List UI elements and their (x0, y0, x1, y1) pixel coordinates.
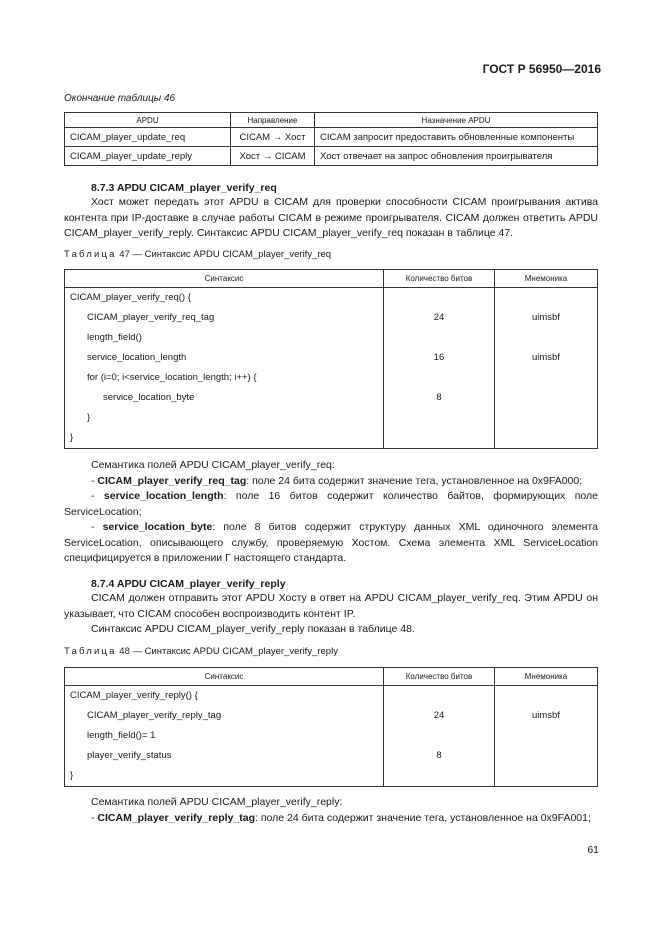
bits-cell: 24 (433, 312, 445, 323)
table-label: Таблица (64, 249, 117, 260)
syntax-line: } (70, 770, 74, 781)
syntax-column (65, 686, 384, 787)
table-header: Количество битов (384, 668, 495, 686)
semantics-item (64, 520, 598, 567)
semantics-47 (64, 458, 598, 567)
bits-column (384, 686, 495, 787)
field-description: : поле 16 битов содержит количество байтов, формирующих поле ServiceLocation; (64, 490, 598, 518)
mnemonic-cell (495, 428, 597, 448)
item-dash: - (91, 521, 103, 533)
mnemonic-cell (495, 746, 597, 766)
bits-cell: 24 (433, 710, 445, 721)
table-header: APDU (65, 113, 231, 128)
field-name: service_location_byte (102, 521, 213, 533)
bits-cell (384, 686, 494, 706)
section-body (64, 591, 598, 638)
semantics-48 (64, 795, 598, 826)
bits-cell (384, 368, 494, 388)
bits-cell (384, 408, 494, 428)
syntax-line: } (87, 412, 91, 423)
bits-cell (384, 726, 494, 746)
mnemonic-cell (495, 328, 597, 348)
table-caption-text: 47 — Синтаксис APDU CICAM_player_verify_req (119, 249, 332, 260)
table-47-caption (64, 249, 331, 260)
paragraph: Хост может передать этот APDU в CICAM для проверки способности CICAM проигрывания актива контента при IP-доставке в случае работы CICAM в режиме проигрывателя. CICAM должен ответить APDU CICAM_player_verify_reply. Синтаксис APDU CICAM_player_verify_req показан в таблице 47. (64, 196, 598, 239)
table-cell: CICAM запросит предоставить обновленные компоненты (315, 128, 598, 147)
table-header: Синтаксис (65, 668, 384, 686)
table-cell: Хост → CICAM (231, 147, 315, 166)
field-description: : поле 24 бита содержит значение тега, установленное на 0x9FA001; (255, 811, 591, 824)
semantics-item (64, 811, 598, 827)
table-48-caption (64, 646, 338, 657)
table-cell: CICAM → Хост (231, 128, 315, 147)
mnemonic-cell (495, 288, 597, 308)
table-header: Мнемоника (495, 668, 598, 686)
mnemonic-column (495, 686, 598, 787)
semantics-item (64, 489, 598, 520)
mnemonic-cell (495, 388, 597, 408)
table-header: Количество битов (384, 270, 495, 288)
table-46-caption: Окончание таблицы 46 (64, 93, 176, 104)
syntax-line: length_field()= 1 (87, 730, 156, 741)
table-header: Синтаксис (65, 270, 384, 288)
syntax-line: CICAM_player_verify_reply_tag (87, 710, 222, 721)
semantics-item (64, 474, 598, 490)
mnemonic-cell (495, 766, 597, 786)
table-label: Таблица (64, 646, 117, 657)
table-47 (64, 269, 598, 449)
table-cell: CICAM_player_update_reply (65, 147, 231, 166)
bits-cell (384, 766, 494, 786)
table-row (65, 147, 598, 166)
section-heading: 8.7.3 APDU CICAM_player_verify_req (91, 182, 277, 194)
table-header: Мнемоника (495, 270, 598, 288)
item-dash: - (91, 811, 98, 824)
paragraph: Синтаксис APDU CICAM_player_verify_reply показан в таблице 48. (91, 623, 415, 635)
bits-cell: 8 (436, 750, 442, 761)
mnemonic-cell: uimsbf (532, 710, 560, 721)
bits-cell: 16 (433, 352, 445, 363)
paragraph: CICAM должен отправить этот APDU Хосту в ответ на APDU CICAM_player_verify_req. Этим APDU он указывает, что CICAM способен воспроизводить контент IP. (64, 592, 598, 620)
field-description: : поле 8 битов содержит структуру данных XML одиночного элемента ServiceLocation, описывающего службу, проверяемую Хостом. Схема элемента XML ServiceLocation специфицируется в приложении Г настоящего стандарта. (64, 521, 598, 564)
syntax-line: service_location_byte (103, 392, 195, 403)
mnemonic-cell (495, 408, 597, 428)
item-dash: - (91, 490, 104, 502)
mnemonic-cell (495, 726, 597, 746)
field-name: CICAM_player_verify_reply_tag (97, 811, 255, 824)
paragraph: Семантика полей APDU CICAM_player_verify_req: (91, 459, 335, 471)
bits-cell (384, 328, 494, 348)
mnemonic-cell (495, 686, 597, 706)
syntax-line: CICAM_player_verify_req() { (70, 292, 191, 303)
mnemonic-column (495, 288, 598, 449)
field-name: service_location_length (103, 490, 224, 502)
page-number: 61 (587, 844, 599, 856)
mnemonic-cell (495, 368, 597, 388)
table-row (65, 128, 598, 147)
table-caption-text: 48 — Синтаксис APDU CICAM_player_verify_reply (119, 646, 338, 657)
table-cell: CICAM_player_update_req (65, 128, 231, 147)
bits-cell (384, 288, 494, 308)
syntax-line: length_field() (87, 332, 142, 343)
item-dash: - (91, 474, 98, 487)
section-body (64, 195, 598, 242)
bits-cell: 8 (436, 392, 442, 403)
mnemonic-cell: uimsbf (532, 352, 560, 363)
bits-cell (384, 428, 494, 448)
syntax-line: CICAM_player_verify_req_tag (87, 312, 215, 323)
table-header: Направление (231, 113, 315, 128)
document-id: ГОСТ Р 56950—2016 (482, 62, 601, 76)
syntax-line: CICAM_player_verify_reply() { (70, 690, 198, 701)
mnemonic-cell: uimsbf (532, 312, 560, 323)
field-description: : поле 24 бита содержит значение тега, установленное на 0x9FA000; (246, 474, 583, 487)
syntax-line: } (70, 432, 74, 443)
field-name: CICAM_player_verify_req_tag (97, 474, 247, 487)
paragraph: Семантика полей APDU CICAM_player_verify_reply: (91, 796, 343, 808)
table-48 (64, 667, 598, 787)
bits-column (384, 288, 495, 449)
table-header: Назначение APDU (315, 113, 598, 128)
section-heading: 8.7.4 APDU CICAM_player_verify_reply (91, 578, 286, 590)
table-cell: Хост отвечает на запрос обновления проигрывателя (315, 147, 598, 166)
syntax-line: player_verify_status (87, 750, 172, 761)
syntax-line: service_location_length (87, 352, 187, 363)
table-46 (64, 112, 598, 166)
syntax-column (65, 288, 384, 449)
syntax-line: for (i=0; i<service_location_length; i++) { (87, 372, 257, 383)
